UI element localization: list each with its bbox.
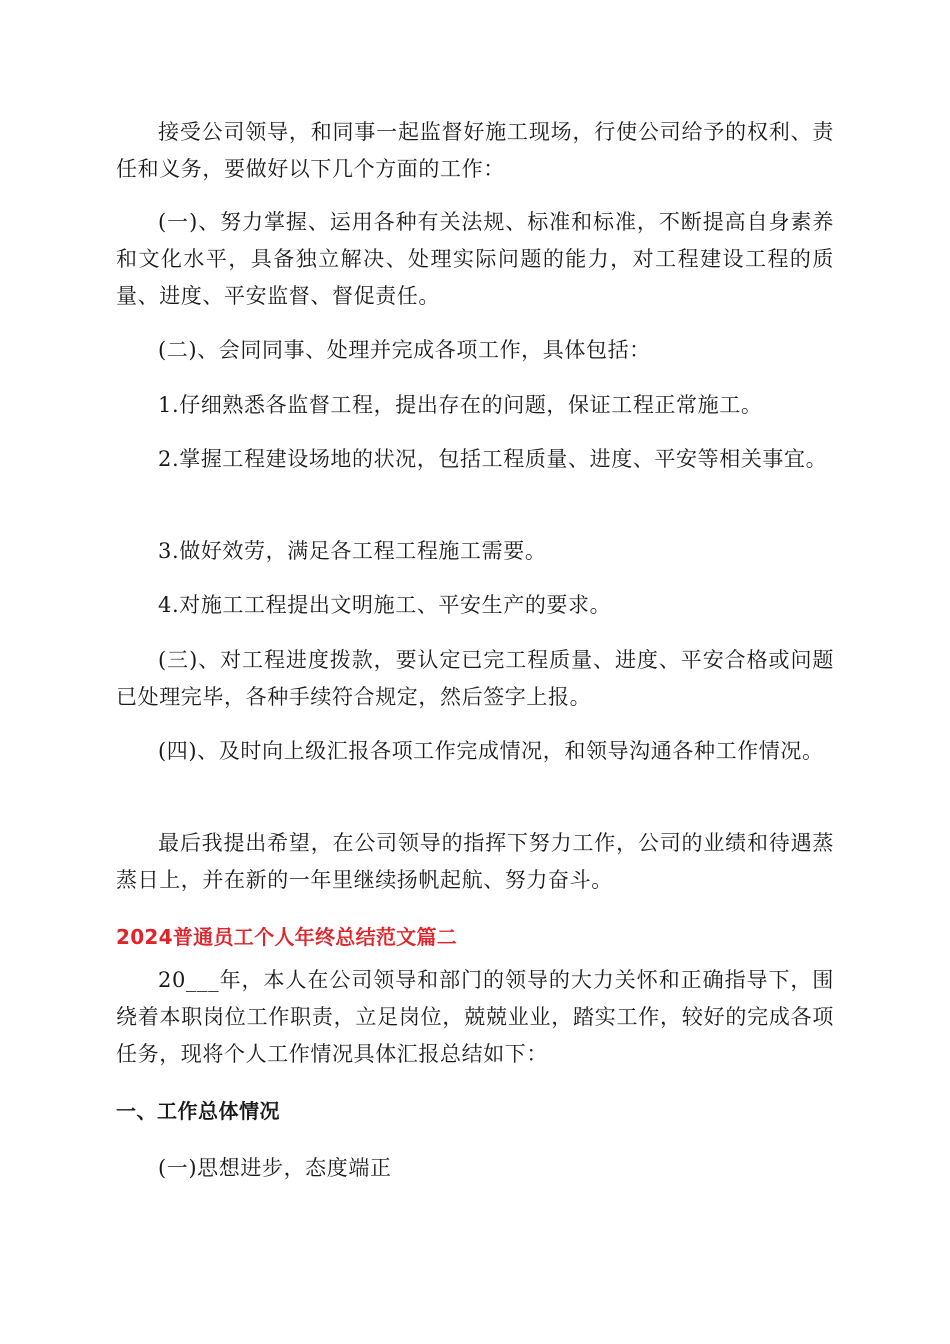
paragraph-subitem-2: 2.掌握工程建设场地的状况，包括工程质量、进度、平安等相关事宜。 — [158, 447, 828, 471]
paragraph-subitem-1: 1.仔细熟悉各监督工程，提出存在的问题，保证工程正常施工。 — [158, 393, 763, 417]
paragraph-closing: 最后我提出希望，在公司领导的指挥下努力工作，公司的业绩和待遇蒸蒸日上，并在新的一年里继续扬帆起航、努力奋斗。 — [116, 831, 834, 892]
paragraph-subitem-3: 3.做好效劳，满足各工程工程施工需要。 — [158, 539, 547, 563]
paragraph-subitem-4: 4.对施工工程提出文明施工、平安生产的要求。 — [158, 593, 612, 617]
paragraph-duties-intro: 接受公司领导，和同事一起监督好施工现场，行使公司给予的权利、责任和义务，要做好以下几个方面的工作： — [116, 120, 834, 181]
heading-overall-situation: 一、工作总体情况 — [116, 1099, 280, 1123]
paragraph-item-2: (二)、会同同事、处理并完成各项工作，具体包括： — [158, 338, 651, 362]
paragraph-item-3: (三)、对工程进度拨款，要认定已完工程质量、进度、平安合格或问题已处理完毕，各种手续符合规定，然后签字上报。 — [116, 648, 834, 709]
paragraph-section-intro: 20___年，本人在公司领导和部门的领导的大力关怀和正确指导下，围绕着本职岗位工作职责，立足岗位，兢兢业业，踏实工作，较好的完成各项任务，现将个人工作情况具体汇报总结如下： — [116, 968, 834, 1066]
paragraph-subheading: (一)思想进步，态度端正 — [158, 1156, 392, 1180]
paragraph-item-4: (四)、及时向上级汇报各项工作完成情况，和领导沟通各种工作情况。 — [158, 739, 824, 763]
paragraph-item-1: (一)、努力掌握、运用各种有关法规、标准和标准，不断提高自身素养和文化水平，具备独立解决、处理实际问题的能力，对工程建设工程的质量、进度、平安监督、督促责任。 — [116, 210, 834, 308]
section-title: 2024普通员工个人年终总结范文篇二 — [116, 925, 458, 949]
